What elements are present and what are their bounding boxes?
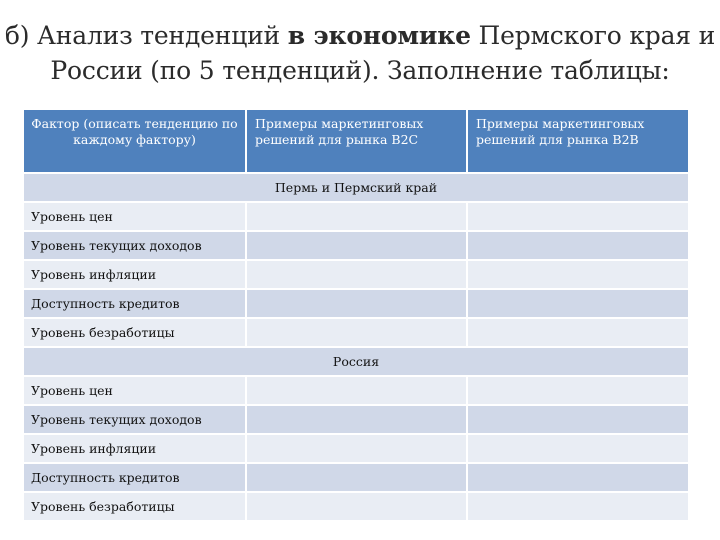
factor-cell: Уровень цен <box>24 376 246 405</box>
table-row <box>24 376 688 405</box>
table-row <box>24 260 688 289</box>
b2b-cell <box>467 260 688 289</box>
factor-cell: Доступность кредитов <box>24 289 246 318</box>
factor-cell: Уровень инфляции <box>24 260 246 289</box>
title-part-2: Пермского края и России (по 5 тенденций). Заполнение таблицы: <box>50 21 716 85</box>
section-label-perm: Пермь и Пермский край <box>24 173 688 202</box>
table-row <box>24 202 688 231</box>
header-factor: Фактор (описать тенденцию по каждому фактору) <box>24 110 246 173</box>
table-row <box>24 492 688 520</box>
b2c-cell <box>246 376 467 405</box>
table-row <box>24 405 688 434</box>
table-row <box>24 318 688 347</box>
title-bold: в экономике <box>287 21 471 50</box>
factor-cell: Уровень цен <box>24 202 246 231</box>
b2c-cell <box>246 260 467 289</box>
factor-cell: Уровень текущих доходов <box>24 231 246 260</box>
header-b2c: Примеры маркетинговых решений для рынка В2С <box>246 110 467 173</box>
factor-cell: Уровень безработицы <box>24 318 246 347</box>
title-part-1: б) Анализ тенденций <box>4 21 288 50</box>
table-header-row <box>24 110 688 173</box>
b2c-cell <box>246 463 467 492</box>
section-row-perm <box>24 173 688 202</box>
b2b-cell <box>467 202 688 231</box>
b2b-cell <box>467 318 688 347</box>
slide-title <box>0 18 720 88</box>
b2b-cell <box>467 231 688 260</box>
b2b-cell <box>467 405 688 434</box>
b2c-cell <box>246 202 467 231</box>
b2c-cell <box>246 289 467 318</box>
b2b-cell <box>467 463 688 492</box>
b2c-cell <box>246 405 467 434</box>
table-row <box>24 434 688 463</box>
b2c-cell <box>246 434 467 463</box>
b2b-cell <box>467 376 688 405</box>
b2c-cell <box>246 318 467 347</box>
section-row-russia <box>24 347 688 376</box>
section-label-russia: Россия <box>24 347 688 376</box>
factor-cell: Доступность кредитов <box>24 463 246 492</box>
table-row <box>24 463 688 492</box>
factor-cell: Уровень инфляции <box>24 434 246 463</box>
b2c-cell <box>246 492 467 520</box>
trends-table <box>24 110 688 520</box>
factor-cell: Уровень текущих доходов <box>24 405 246 434</box>
b2b-cell <box>467 434 688 463</box>
header-b2b: Примеры маркетинговых решений для рынка В2В <box>467 110 688 173</box>
b2b-cell <box>467 492 688 520</box>
factor-cell: Уровень безработицы <box>24 492 246 520</box>
b2c-cell <box>246 231 467 260</box>
table-row <box>24 289 688 318</box>
b2b-cell <box>467 289 688 318</box>
table-row <box>24 231 688 260</box>
